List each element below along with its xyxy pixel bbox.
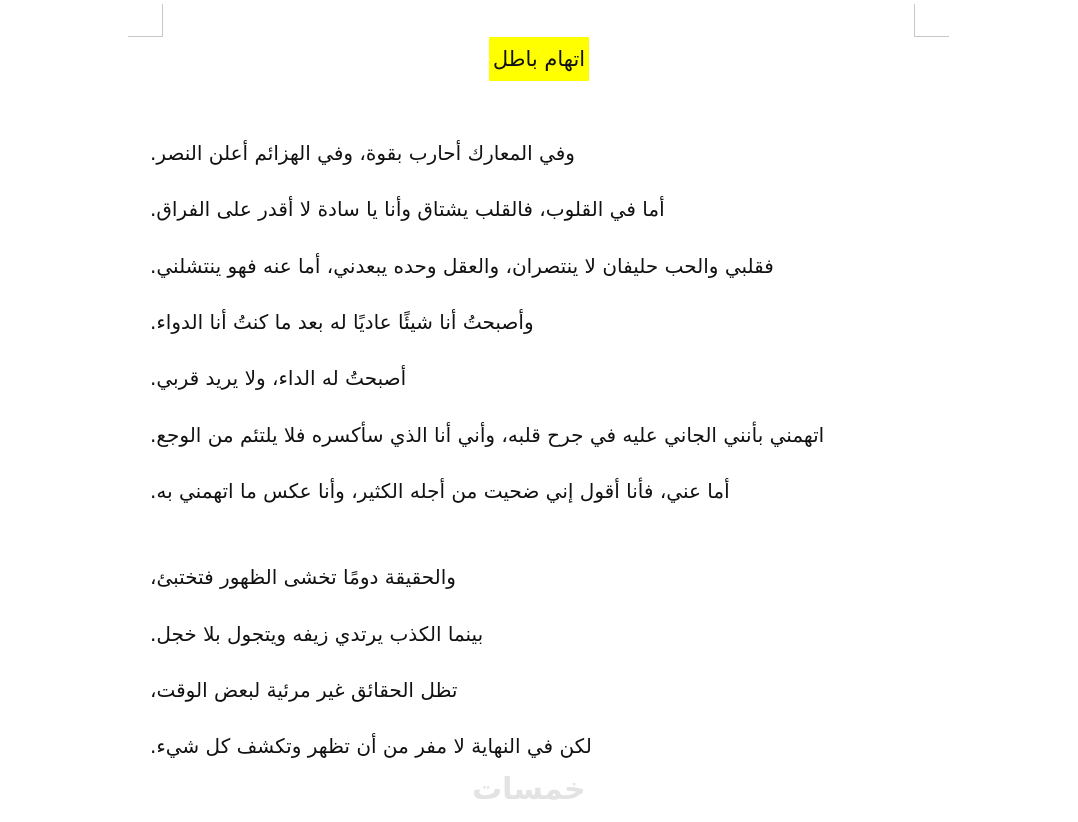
paragraph-line[interactable]: وأصبحتُ أنا شيئًا عاديًا له بعد ما كنتُ أنا الدواء. bbox=[150, 310, 534, 334]
paragraph-line[interactable]: اتهمني بأنني الجاني عليه في جرح قلبه، وأني أنا الذي سأكسره فلا يلتئم من الوجع. bbox=[150, 423, 825, 447]
paragraph-line[interactable]: وفي المعارك أحارب بقوة، وفي الهزائم أعلن النصر. bbox=[150, 141, 575, 165]
paragraph-line[interactable]: أصبحتُ له الداء، ولا يريد قربي. bbox=[150, 366, 407, 390]
paragraph-line[interactable]: لكن في النهاية لا مفر من أن تظهر وتكشف كل شيء. bbox=[150, 734, 592, 758]
paragraph-line[interactable]: تظل الحقائق غير مرئية لبعض الوقت، bbox=[150, 678, 458, 702]
paragraph-line[interactable]: بينما الكذب يرتدي زيفه ويتجول بلا خجل. bbox=[150, 622, 484, 646]
watermark-logo: خمسات bbox=[472, 772, 586, 807]
paragraph-line[interactable]: والحقيقة دومًا تخشى الظهور فتختبئ، bbox=[150, 565, 456, 589]
paragraph-line[interactable]: أما عني، فأنا أقول إني ضحيت من أجله الكثير، وأنا عكس ما اتهمني به. bbox=[150, 479, 730, 503]
margin-corner-mark-right bbox=[914, 4, 949, 37]
document-body bbox=[150, 0, 870, 822]
document-title[interactable]: اتهام باطل bbox=[489, 37, 589, 81]
paragraph-line[interactable]: فقلبي والحب حليفان لا ينتصران، والعقل وحده يبعدني، أما عنه فهو ينتشلني. bbox=[150, 254, 774, 278]
paragraph-line[interactable]: أما في القلوب، فالقلب يشتاق وأنا يا سادة لا أقدر على الفراق. bbox=[150, 197, 665, 221]
